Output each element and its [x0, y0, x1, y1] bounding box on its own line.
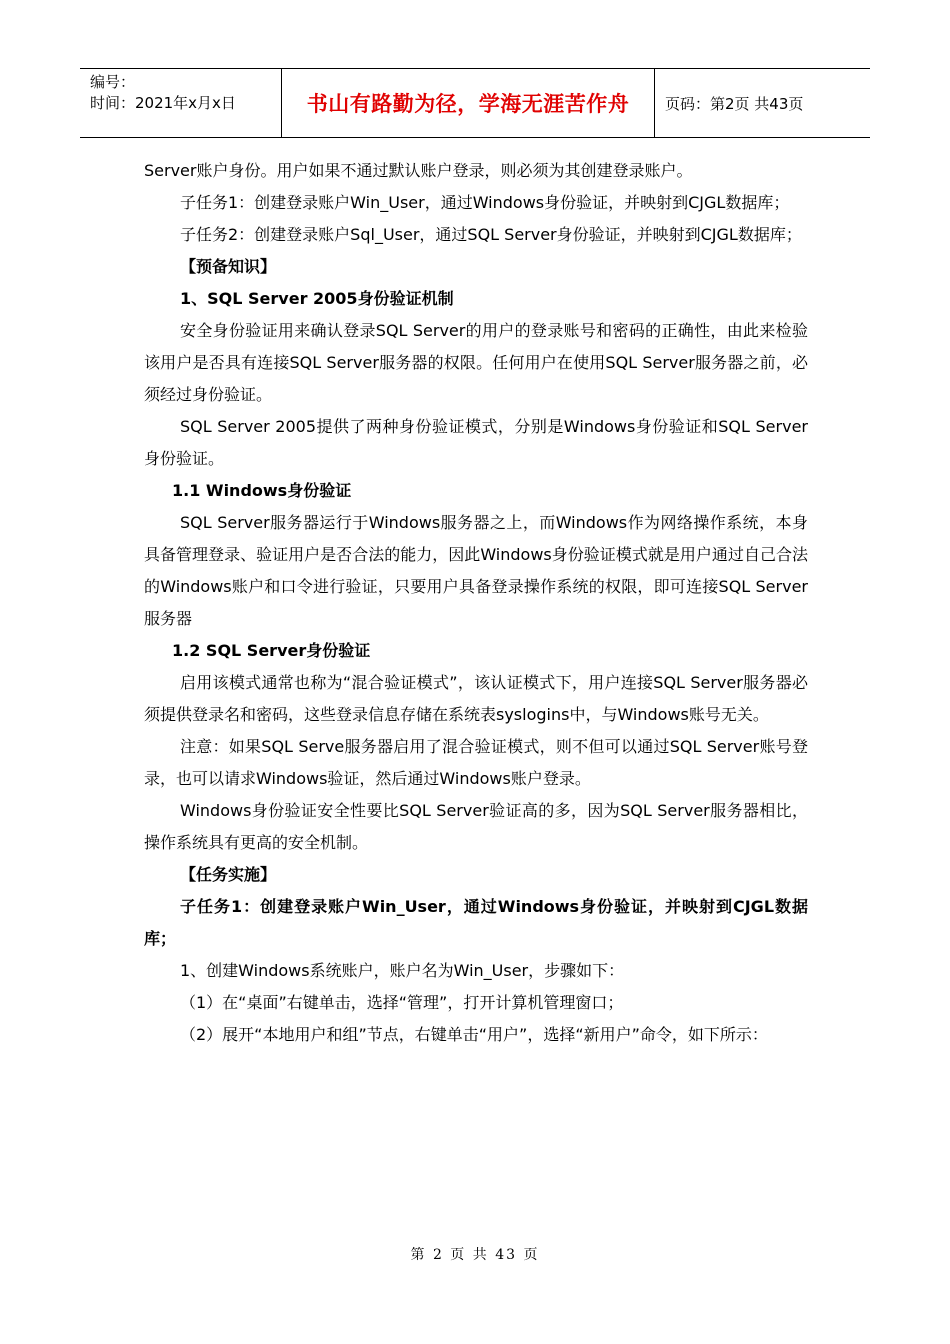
paragraph-subtask-2: 子任务2：创建登录账户Sql_User，通过SQL Server身份验证，并映射到CJGL数据库；: [180, 225, 802, 244]
paragraph-windows-auth: SQL Server服务器运行于Windows服务器之上，而Windows作为网络操作系统，本身具备管理登录、验证用户是否合法的能力，因此Windows身份验证模式就是用户通过自己合法的Windows账户和口令进行验证，只要用户具备登录操作系统的权限，即可连接SQL Server服务器: [144, 513, 808, 628]
section-heading-implementation: 【任务实施】: [180, 865, 277, 884]
heading-subtask-1: 子任务1：创建登录账户Win_User，通过Windows身份验证，并映射到CJGL数据库；: [144, 897, 808, 948]
header-time-label: 时间：2021年x月x日: [90, 94, 236, 112]
paragraph-note: 注意：如果SQL Serve服务器启用了混合验证模式，则不但可以通过SQL Server账号登录，也可以请求Windows验证，然后通过Windows账户登录。: [144, 737, 808, 788]
header-motto: 书山有路勤为径，学海无涯苦作舟: [282, 69, 655, 137]
paragraph-continuation: Server账户身份。用户如果不通过默认账户登录，则必须为其创建登录账户。: [144, 161, 693, 180]
paragraph-subtask-1: 子任务1：创建登录账户Win_User，通过Windows身份验证，并映射到CJGL数据库；: [180, 193, 790, 212]
paragraph-auth-modes: SQL Server 2005提供了两种身份验证模式，分别是Windows身份验证和SQL Server身份验证。: [144, 417, 808, 468]
document-body: [144, 155, 808, 1051]
page-header: [80, 68, 870, 138]
section-heading-prerequisite: 【预备知识】: [180, 257, 277, 276]
heading-windows-auth: 1.1 Windows身份验证: [172, 481, 352, 500]
page-footer: 第 2 页 共 43 页: [410, 1247, 540, 1263]
paragraph-sql-auth: 启用该模式通常也称为“混合验证模式”，该认证模式下，用户连接SQL Server服务器必须提供登录名和密码，这些登录信息存储在系统表syslogins中，与Windows账号无关。: [144, 673, 808, 724]
paragraph-step-1-2: （2）展开“本地用户和组”节点，右键单击“用户”，选择“新用户”命令，如下所示：: [180, 1025, 768, 1044]
header-page-info: 页码：第2页 共43页: [665, 94, 804, 113]
paragraph-step-1: 1、创建Windows系统账户，账户名为Win_User，步骤如下：: [180, 961, 625, 980]
heading-auth-mechanism: 1、SQL Server 2005身份验证机制: [180, 289, 454, 308]
heading-sql-auth: 1.2 SQL Server身份验证: [172, 641, 371, 660]
paragraph-security-compare: Windows身份验证安全性要比SQL Server验证高的多，因为SQL Server服务器相比，操作系统具有更高的安全机制。: [144, 801, 808, 852]
header-meta: [80, 69, 282, 137]
paragraph-auth-intro: 安全身份验证用来确认登录SQL Server的用户的登录账号和密码的正确性，由此来检验该用户是否具有连接SQL Server服务器的权限。任何用户在使用SQL Server服务器之前，必须经过身份验证。: [144, 321, 808, 404]
paragraph-step-1-1: （1）在“桌面”右键单击，选择“管理”，打开计算机管理窗口；: [180, 993, 624, 1012]
header-number-label: 编号：: [90, 73, 136, 91]
